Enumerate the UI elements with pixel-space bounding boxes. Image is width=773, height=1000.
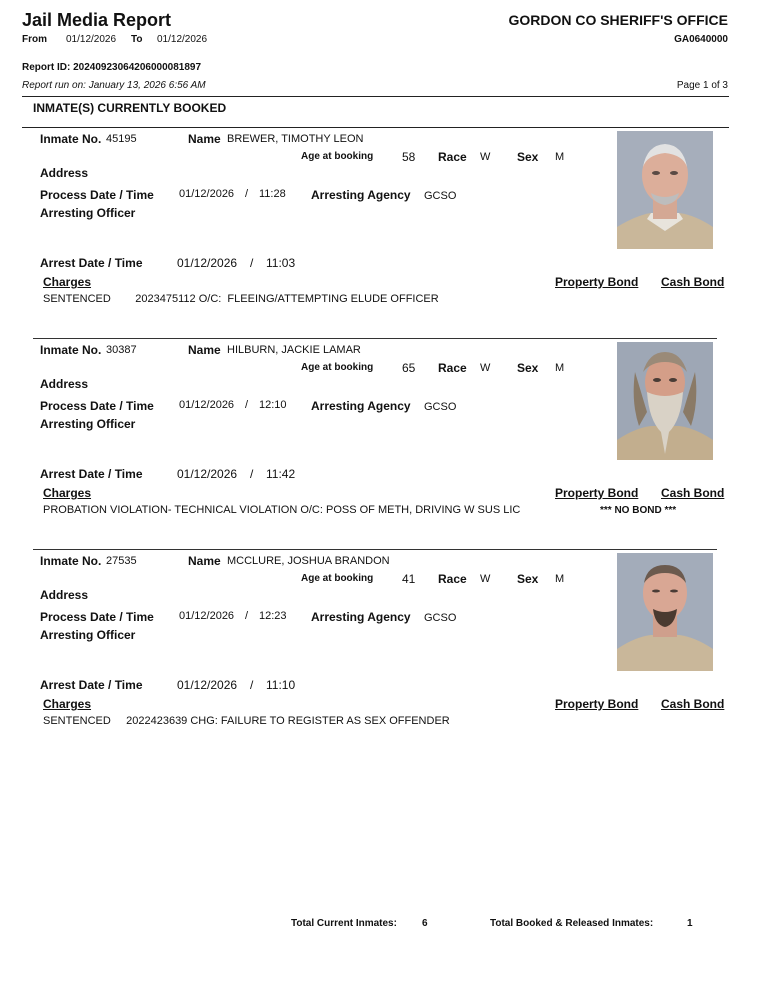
arrest-time: 11:03 [266,256,296,270]
name-label: Name [188,132,221,146]
charges-label: Charges [43,486,92,500]
property-bond-label: Property Bond [555,486,639,500]
header-divider [22,96,729,97]
charge-text: PROBATION VIOLATION- TECHNICAL VIOLATION O/C: POSS OF METH, DRIVING W SUS LIC [43,504,521,516]
arrest-date: 01/12/2026 [177,467,238,481]
arrest-time: 11:10 [266,678,296,692]
charge-text: SENTENCED 2022423639 CHG: FAILURE TO REGISTER AS SEX OFFENDER [43,715,450,727]
name-label: Name [188,554,221,568]
race-label: Race [438,572,467,586]
total-booked-value: 1 [687,918,693,929]
charges-label: Charges [43,275,92,289]
to-date: 01/12/2026 [157,34,208,45]
property-bond-label: Property Bond [555,697,639,711]
process-time: 11:28 [259,188,286,200]
report-run: Report run on: January 13, 2026 6:56 AM [22,80,206,91]
slash: / [245,188,249,200]
agency-label: Arresting Agency [311,188,411,202]
arrest-time: 11:42 [266,467,296,481]
process-date: 01/12/2026 [179,399,235,411]
inmate-no: 30387 [106,344,137,356]
arrest-label: Arrest Date / Time [40,467,143,481]
inmate-name: HILBURN, JACKIE LAMAR [227,344,361,356]
arrest-label: Arrest Date / Time [40,678,143,692]
process-time: 12:10 [259,399,287,411]
total-booked-label: Total Booked & Released Inmates: [490,918,654,929]
mugshot-photo [617,131,713,249]
race-label: Race [438,361,467,375]
sex-value: M [555,151,565,163]
age-value: 41 [402,572,416,586]
property-bond-label: Property Bond [555,275,639,289]
record-divider [33,338,717,339]
race-value: W [480,362,491,374]
cash-bond-label: Cash Bond [661,275,725,289]
inmate-name: BREWER, TIMOTHY LEON [227,133,364,145]
address-label: Address [40,588,89,602]
report-id: Report ID: 20240923064206000081897 [22,62,202,73]
charge-text: SENTENCED 2023475112 O/C: FLEEING/ATTEMPTING ELUDE OFFICER [43,293,439,305]
agency-value: GCSO [424,190,457,202]
process-label: Process Date / Time [40,188,154,202]
race-value: W [480,573,491,585]
sex-value: M [555,573,565,585]
race-value: W [480,151,491,163]
officer-label: Arresting Officer [40,417,136,431]
inmate-no-label: Inmate No. [40,343,102,357]
arrest-date: 01/12/2026 [177,256,238,270]
charges-label: Charges [43,697,92,711]
from-label: From [22,34,47,45]
cash-bond-label: Cash Bond [661,697,725,711]
no-bond-note: *** NO BOND *** [600,505,677,516]
to-label: To [131,34,143,45]
process-time: 12:23 [259,610,287,622]
address-label: Address [40,166,89,180]
officer-label: Arresting Officer [40,206,136,220]
slash: / [250,256,254,270]
process-date: 01/12/2026 [179,610,235,622]
inmate-no-label: Inmate No. [40,554,102,568]
cash-bond-label: Cash Bond [661,486,725,500]
mugshot-photo [617,553,713,671]
agency-value: GCSO [424,612,457,624]
mugshot-photo [617,342,713,460]
officer-label: Arresting Officer [40,628,136,642]
process-label: Process Date / Time [40,610,154,624]
address-label: Address [40,377,89,391]
slash: / [250,678,254,692]
inmate-no: 27535 [106,555,137,567]
page-number: Page 1 of 3 [676,80,728,91]
arrest-label: Arrest Date / Time [40,256,143,270]
name-label: Name [188,343,221,357]
agency-label: Arresting Agency [311,610,411,624]
office-name: GORDON CO SHERIFF'S OFFICE [508,12,728,28]
age-value: 65 [402,361,416,375]
slash: / [250,467,254,481]
slash: / [245,610,249,622]
ori-code: GA0640000 [674,34,728,45]
agency-label: Arresting Agency [311,399,411,413]
inmate-name: MCCLURE, JOSHUA BRANDON [227,555,390,567]
section-title: INMATE(S) CURRENTLY BOOKED [33,101,227,115]
arrest-date: 01/12/2026 [177,678,238,692]
total-current-label: Total Current Inmates: [291,918,397,929]
sex-label: Sex [517,150,539,164]
process-date: 01/12/2026 [179,188,235,200]
age-label: Age at booking [301,151,374,162]
from-date: 01/12/2026 [66,34,117,45]
age-label: Age at booking [301,573,374,584]
sex-label: Sex [517,572,539,586]
record-divider [33,549,717,550]
race-label: Race [438,150,467,164]
sex-label: Sex [517,361,539,375]
slash: / [245,399,249,411]
inmate-no: 45195 [106,133,137,145]
age-value: 58 [402,150,416,164]
agency-value: GCSO [424,401,457,413]
section-divider [22,127,729,128]
process-label: Process Date / Time [40,399,154,413]
inmate-no-label: Inmate No. [40,132,102,146]
report-title: Jail Media Report [22,10,172,30]
age-label: Age at booking [301,362,374,373]
total-current-value: 6 [422,918,428,929]
sex-value: M [555,362,565,374]
